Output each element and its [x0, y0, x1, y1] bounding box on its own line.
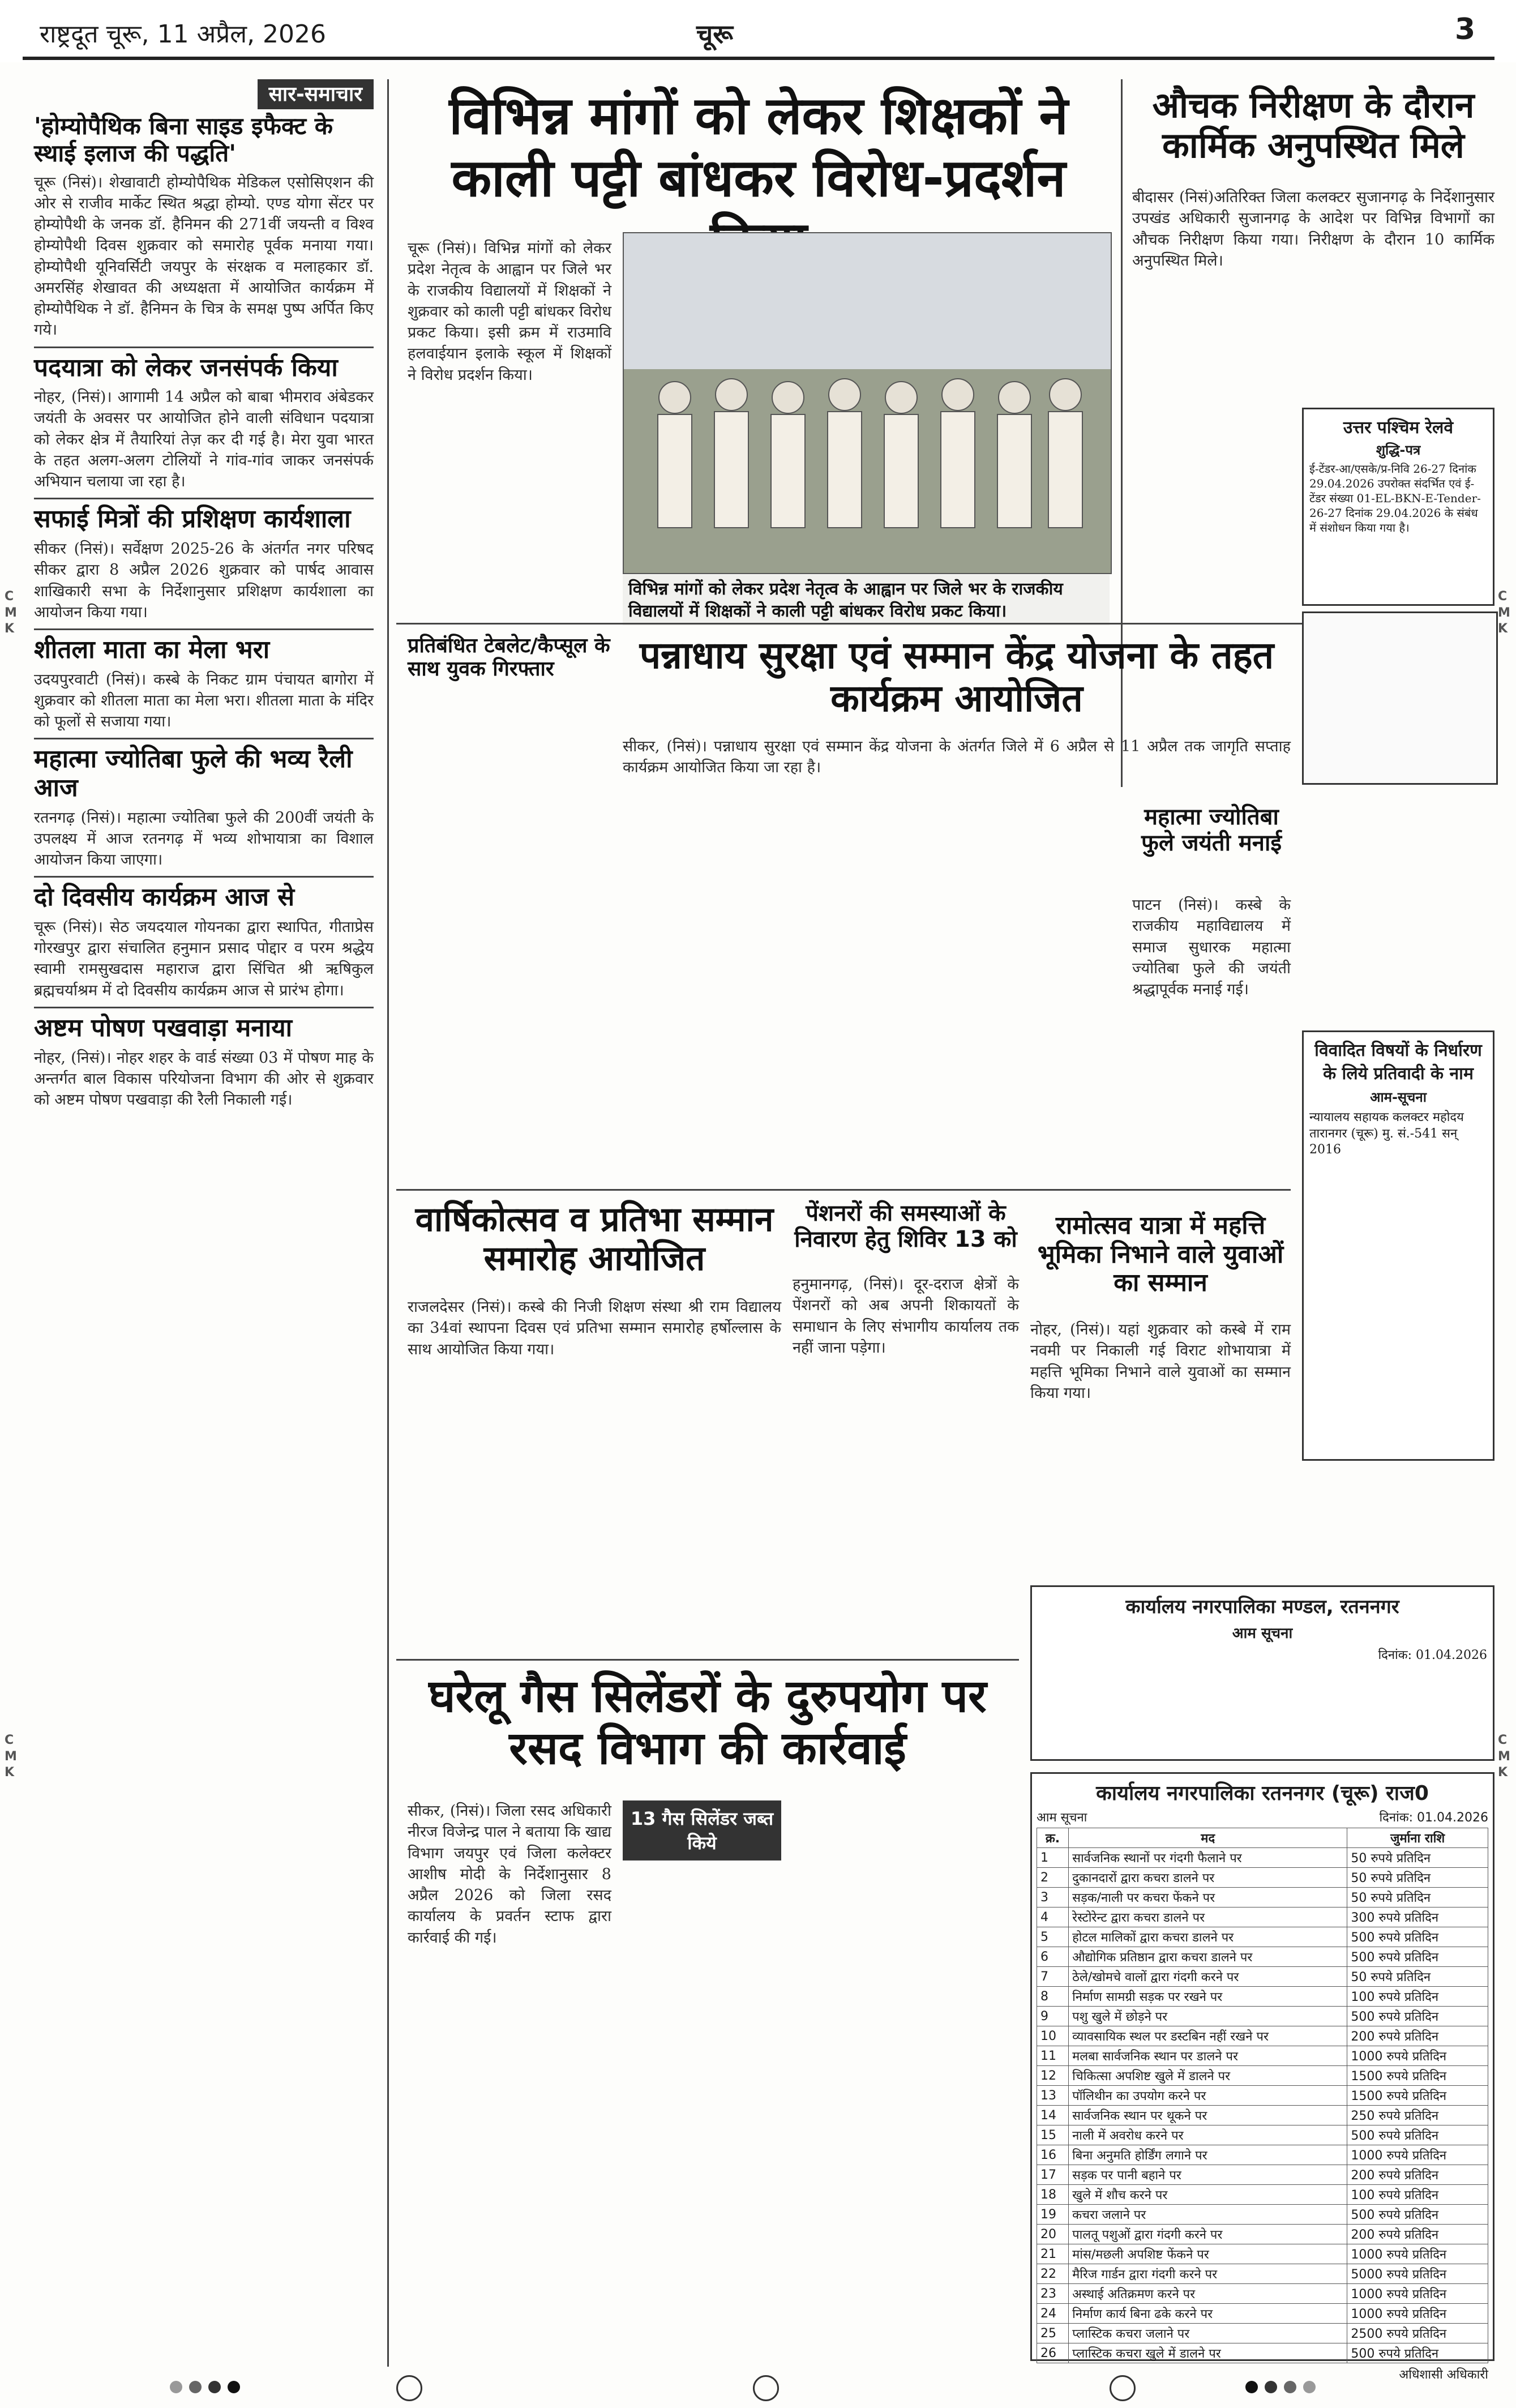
fee-office: कार्यालय नगरपालिका रतननगर (चूरू) राज0	[1096, 1782, 1429, 1805]
row-item: मांस/मछली अपशिष्ट फेंकने पर	[1069, 2244, 1347, 2264]
varshik-body: राजलदेसर (निसं)। कस्बे की निजी शिक्षण संस्था श्री राम विद्यालय का 34वां स्थापना दिवस एवं प्रतिभा सम्मान समारोह हर्षोल्लास के साथ आयोजित किया गया।	[408, 1298, 781, 1358]
fee-notice-title: आम सूचना	[1037, 1811, 1087, 1825]
row-item: प्लास्टिक कचरा खुले में डालने पर	[1069, 2343, 1347, 2363]
fee-table-row	[1037, 2185, 1488, 2205]
municipal-notice-title: आम सूचना	[1232, 1625, 1293, 1642]
fee-table-row	[1037, 1967, 1488, 1987]
fee-table-row	[1037, 2244, 1488, 2264]
story-headline: महात्मा ज्योतिबा फुले की भव्य रैली आज	[34, 745, 353, 802]
court-notice	[1302, 1030, 1494, 1461]
row-number: 2	[1037, 1868, 1069, 1888]
divider	[34, 347, 374, 348]
fee-table-row	[1037, 1848, 1488, 1868]
railway-title: उत्तर पश्चिम रेलवे	[1343, 418, 1454, 438]
row-number: 8	[1037, 1987, 1069, 2007]
row-fine: 1000 रुपये प्रतिदिन	[1347, 2244, 1488, 2264]
row-fine: 1000 रुपये प्रतिदिन	[1347, 2046, 1488, 2066]
municipal-office: कार्यालय नगरपालिका मण्डल, रतननगर	[1125, 1596, 1399, 1618]
row-fine: 1000 रुपये प्रतिदिन	[1347, 2304, 1488, 2324]
ad-box	[1302, 611, 1498, 785]
row-item: ठेले/खोमचे वालों द्वारा गंदगी करने पर	[1069, 1967, 1347, 1987]
row-item: व्यावसायिक स्थल पर डस्टबिन नहीं रखने पर	[1069, 2026, 1347, 2046]
municipal-date: दिनांक: 01.04.2026	[1378, 1648, 1487, 1662]
row-number: 6	[1037, 1947, 1069, 1967]
divider	[34, 738, 374, 739]
right-body: बीदासर (निसं)अतिरिक्त जिला कलक्टर सुजानगढ़ के निर्देशानुसार उपखंड अधिकारी सुजानगढ़ के आदेश पर विभिन्न विभागों का औचक निरीक्षण किया गया। निरीक्षण के दौरान 10 कार्मिक अनुपस्थित मिले।	[1132, 189, 1494, 270]
fee-signed: अधिशासी अधिकारी	[1399, 2368, 1488, 2382]
row-fine: 250 रुपये प्रतिदिन	[1347, 2106, 1488, 2125]
row-fine: 1000 रुपये प्रतिदिन	[1347, 2145, 1488, 2165]
fee-table	[1037, 1828, 1488, 2363]
fee-table-row	[1037, 2304, 1488, 2324]
row-number: 26	[1037, 2343, 1069, 2363]
row-fine: 500 रुपये प्रतिदिन	[1347, 2205, 1488, 2225]
court-sub: आम-सूचना	[1370, 1089, 1427, 1105]
row-number: 7	[1037, 1967, 1069, 1987]
row-item: दुकानदारों द्वारा कचरा डालने पर	[1069, 1868, 1347, 1888]
row-item: औद्योगिक प्रतिष्ठान द्वारा कचरा डालने पर	[1069, 1947, 1347, 1967]
cmyk-mark-left-bottom: C M K	[5, 1733, 17, 1780]
divider	[396, 1659, 1019, 1661]
row-fine: 1500 रुपये प्रतिदिन	[1347, 2086, 1488, 2106]
row-number: 21	[1037, 2244, 1069, 2264]
story-headline: शीतला माता का मेला भरा	[34, 635, 270, 665]
row-number: 17	[1037, 2165, 1069, 2185]
row-fine: 200 रुपये प्रतिदिन	[1347, 2026, 1488, 2046]
row-number: 14	[1037, 2106, 1069, 2125]
phule-headline: महात्मा ज्योतिबा फुले जयंती मनाई	[1141, 804, 1282, 856]
row-item: मलबा सार्वजनिक स्थान पर डालने पर	[1069, 2046, 1347, 2066]
divider	[34, 876, 374, 878]
cmyk-mark-left-top: C M K	[5, 589, 17, 636]
row-fine: 5000 रुपये प्रतिदिन	[1347, 2264, 1488, 2284]
row-item: सार्वजनिक स्थानों पर गंदगी फैलाने पर	[1069, 1848, 1347, 1868]
row-fine: 1500 रुपये प्रतिदिन	[1347, 2066, 1488, 2086]
gas-sidebox: 13 गैस सिलेंडर जब्त किये	[623, 1800, 781, 1860]
fee-table-row	[1037, 2324, 1488, 2343]
gas-headline: घरेलू गैस सिलेंडरों के दुरुपयोग पर रसद विभाग की कार्रवाई	[429, 1670, 987, 1774]
fee-table-row	[1037, 2225, 1488, 2244]
arrest-headline: प्रतिबंधित टेबलेट/कैप्सूल के साथ युवक गिरफ्तार	[408, 634, 610, 681]
pannadhay-headline: पन्नाधाय सुरक्षा एवं सम्मान केंद्र योजना के तहत कार्यक्रम आयोजित	[639, 634, 1274, 720]
fee-table-row	[1037, 2106, 1488, 2125]
story-body: उदयपुरवाटी (निसं)। कस्बे के निकट ग्राम पंचायत बागोरा में शुक्रवार को शीतला माता का मेला भरा। शीतला माता के मंदिर को फूलों से सजाया गया।	[34, 670, 374, 731]
lead-headline: विभिन्न मांगों को लेकर शिक्षकों ने काली पट्टी बांधकर विरोध-प्रदर्शन	[449, 85, 1068, 209]
story-body: सीकर (निसं)। सर्वेक्षण 2025-26 के अंतर्गत नगर परिषद सीकर द्वारा 8 अप्रैल 2026 शुक्रवार को पार्षद आवास शाखिकारी सभा के निर्देशानुसार प्रशिक्षण कार्यशाला का आयोजन किया गया।	[34, 540, 374, 621]
fee-date: दिनांक: 01.04.2026	[1379, 1811, 1488, 1825]
row-number: 18	[1037, 2185, 1069, 2205]
divider	[34, 628, 374, 630]
row-number: 20	[1037, 2225, 1069, 2244]
row-item: नाली में अवरोध करने पर	[1069, 2125, 1347, 2145]
varshik-headline: वार्षिकोत्सव व प्रतिभा सम्मान समारोह आयोजित	[415, 1200, 774, 1278]
row-number: 10	[1037, 2026, 1069, 2046]
page-number: 3	[1455, 12, 1476, 46]
row-fine: 50 रुपये प्रतिदिन	[1347, 1888, 1488, 1907]
row-number: 12	[1037, 2066, 1069, 2086]
col-item: मद	[1069, 1828, 1347, 1848]
gas-body: सीकर, (निसं)। जिला रसद अधिकारी नीरज विजेन्द्र पाल ने बताया कि खाद्य विभाग जयपुर एवं जिला कलेक्टर आशीष मोदी के निर्देशानुसार 8 अप्रैल 2026 को जिला रसद कार्यालय के प्रवर्तन स्टाफ द्वारा कार्रवाई की गई।	[408, 1802, 611, 1947]
fee-table-row	[1037, 2046, 1488, 2066]
fee-table-row	[1037, 2145, 1488, 2165]
row-number: 24	[1037, 2304, 1069, 2324]
fee-table-row	[1037, 2125, 1488, 2145]
ramotsav-headline: रामोत्सव यात्रा में महत्ति भूमिका निभाने वाले युवाओं का सम्मान	[1037, 1211, 1284, 1298]
fee-table-row	[1037, 1907, 1488, 1927]
divider	[34, 1007, 374, 1008]
row-item: रेस्टोरेन्ट द्वारा कचरा डालने पर	[1069, 1907, 1347, 1927]
court-headline: विवादित विषयों के निर्धारण के लिये प्रतिवादी के नाम	[1314, 1041, 1482, 1084]
row-fine: 2500 रुपये प्रतिदिन	[1347, 2324, 1488, 2343]
fee-table-row	[1037, 2007, 1488, 2026]
row-number: 16	[1037, 2145, 1069, 2165]
row-number: 22	[1037, 2264, 1069, 2284]
registration-mark	[1110, 2375, 1136, 2401]
cmyk-mark-right-top: C M K	[1498, 589, 1510, 636]
story-body: चूरू (निसं)। शेखावाटी होम्योपैथिक मेडिकल एसोसिएशन की ओर से राजीव मार्केट स्थित श्रद्धा होम्यो. एण्ड योगा सेंटर पर होम्योपैथी के जनक डॉ. हैनिमन की 271वीं जयन्ती व विश्व होम्योपैथी दिवस शुक्रवार को समारोह पूर्वक मनाया गया। होम्योपैथी यूनिवर्सिटी जयपुर के संरक्षक व मलाहकार डॉ. अमरसिंह शेखावत की अध्यक्षता में आयोजित कार्यक्रम में होम्योपैथिक ने डॉ. हैनिमन के चित्र के समक्ष पुष्प अर्पित किए गये।	[34, 173, 374, 339]
story-headline: दो दिवसीय कार्यक्रम आज से	[34, 883, 295, 912]
row-number: 3	[1037, 1888, 1069, 1907]
divider	[34, 498, 374, 499]
left-news-column	[34, 79, 374, 1114]
row-fine: 1000 रुपये प्रतिदिन	[1347, 2284, 1488, 2304]
row-fine: 500 रुपये प्रतिदिन	[1347, 1927, 1488, 1947]
row-item: मैरिज गार्डन द्वारा गंदगी करने पर	[1069, 2264, 1347, 2284]
story-headline: पदयात्रा को लेकर जनसंपर्क किया	[34, 353, 338, 382]
section-name: चूरू	[696, 19, 733, 49]
story-body: नोहर, (निसं)। नोहर शहर के वार्ड संख्या 03 में पोषण माह के अन्तर्गत बाल विकास परियोजना विभाग की ओर से शुक्रवार को अष्टम पोषण पखवाड़ा की रैली निकाली गई।	[34, 1049, 374, 1109]
row-item: निर्माण सामग्री सड़क पर रखने पर	[1069, 1987, 1347, 2007]
row-number: 11	[1037, 2046, 1069, 2066]
row-fine: 200 रुपये प्रतिदिन	[1347, 2165, 1488, 2185]
row-fine: 200 रुपये प्रतिदिन	[1347, 2225, 1488, 2244]
row-number: 1	[1037, 1848, 1069, 1868]
row-fine: 500 रुपये प्रतिदिन	[1347, 2343, 1488, 2363]
railway-text: ई-टेंडर-आ/एसके/प्र-निवि 26-27 दिनांक 29.04.2026 उपरोक्त संदर्भित एवं ई-टेंडर संख्या 01-EL-BKN-E-Tender-26-27 दिनांक 29.04.2026 के संबंध में संशोधन किया गया है।	[1309, 462, 1481, 534]
fee-table-row	[1037, 2026, 1488, 2046]
row-number: 9	[1037, 2007, 1069, 2026]
fee-table-row	[1037, 2343, 1488, 2363]
row-number: 25	[1037, 2324, 1069, 2343]
row-item: पशु खुले में छोड़ने पर	[1069, 2007, 1347, 2026]
fee-table-row	[1037, 2205, 1488, 2225]
row-item: होटल मालिकों द्वारा कचरा डालने पर	[1069, 1927, 1347, 1947]
row-item: बिना अनुमति होर्डिंग लगाने पर	[1069, 2145, 1347, 2165]
fee-table-row	[1037, 2066, 1488, 2086]
fee-table-row	[1037, 2264, 1488, 2284]
story-headline: 'होम्योपैथिक बिना साइड इफैक्ट के स्थाई इलाज की पद्धति'	[34, 112, 333, 168]
row-fine: 100 रुपये प्रतिदिन	[1347, 1987, 1488, 2007]
paper-dateline: राष्ट्रदूत चूरू, 11 अप्रैल, 2026	[40, 20, 327, 49]
row-fine: 500 रुपये प्रतिदिन	[1347, 1947, 1488, 1967]
row-item: पॉलिथीन का उपयोग करने पर	[1069, 2086, 1347, 2106]
right-headline: औचक निरीक्षण के दौरान कार्मिक अनुपस्थित मिले	[1152, 84, 1475, 166]
color-dots	[170, 2381, 240, 2393]
row-item: पालतू पशुओं द्वारा गंदगी करने पर	[1069, 2225, 1347, 2244]
photo-caption: विभिन्न मांगों को लेकर प्रदेश नेतृत्व के आह्वान पर जिले भर के राजकीय विद्यालयों में शिक्षकों ने काली पट्टी बांधकर विरोध प्रकट किया।	[623, 575, 1110, 626]
fee-table-row	[1037, 2284, 1488, 2304]
pannadhay-body: सीकर, (निसं)। पन्नाधाय सुरक्षा एवं सम्मान केंद्र योजना के अंतर्गत जिले में 6 अप्रैल से 11 अप्रैल तक जागृति सप्ताह कार्यक्रम आयोजित किया जा रहा है।	[623, 738, 1291, 777]
pension-body: हनुमानगढ़, (निसं)। दूर-दराज क्षेत्रों के पेंशनरों को अब अपनी शिकायतों के समाधान के लिए संभागीय कार्यालय तक नहीं जाना पड़ेगा।	[793, 1276, 1019, 1357]
fee-table-row	[1037, 2086, 1488, 2106]
row-item: खुले में शौच करने पर	[1069, 2185, 1347, 2205]
phule-body: पाटन (निसं)। कस्बे के राजकीय महाविद्यालय में समाज सुधारक महात्मा ज्योतिबा फुले की जयंती श्रद्धापूर्वक मनाई गई।	[1132, 896, 1291, 998]
story-body: रतनगढ़ (निसं)। महात्मा ज्योतिबा फुले की 200वीं जयंती के उपलक्ष्य में आज रतनगढ़ में भव्य शोभायात्रा का विशाल आयोजन किया जाएगा।	[34, 809, 374, 869]
story-headline: अष्टम पोषण पखवाड़ा मनाया	[34, 1013, 293, 1042]
fee-table-row	[1037, 1947, 1488, 1967]
row-fine: 50 रुपये प्रतिदिन	[1347, 1848, 1488, 1868]
story-body: नोहर, (निसं)। आगामी 14 अप्रैल को बाबा भीमराव अंबेडकर जयंती के अवसर पर आयोजित होने वाली संविधान पदयात्रा को लेकर क्षेत्र में तैयारियां तेज़ कर दी गई है। मेरा युवा भारत के तहत अलग-अलग टोलियों ने गांव-गांव जाकर जनसंपर्क अभियान चलाया जा रहा है।	[34, 388, 374, 491]
row-number: 23	[1037, 2284, 1069, 2304]
fee-table-row	[1037, 1868, 1488, 1888]
divider	[396, 1189, 1291, 1191]
col-fine: जुर्माना राशि	[1347, 1828, 1488, 1848]
row-item: चिकित्सा अपशिष्ट खुले में डालने पर	[1069, 2066, 1347, 2086]
row-fine: 100 रुपये प्रतिदिन	[1347, 2185, 1488, 2205]
story-headline: सफाई मित्रों की प्रशिक्षण कार्यशाला	[34, 504, 351, 534]
section-label: सार-समाचार	[258, 79, 374, 109]
row-item: कचरा जलाने पर	[1069, 2205, 1347, 2225]
color-dots	[1245, 2381, 1316, 2393]
row-item: सार्वजनिक स्थान पर थूकने पर	[1069, 2106, 1347, 2125]
row-number: 13	[1037, 2086, 1069, 2106]
municipal-notice	[1030, 1585, 1494, 1761]
row-fine: 500 रुपये प्रतिदिन	[1347, 2125, 1488, 2145]
col-number: क्र.	[1037, 1828, 1069, 1848]
row-item: सड़क/नाली पर कचरा फेंकने पर	[1069, 1888, 1347, 1907]
fee-table-row	[1037, 1927, 1488, 1947]
fee-table-row	[1037, 1888, 1488, 1907]
registration-mark	[753, 2375, 779, 2401]
railway-subtitle: शुद्धि-पत्र	[1376, 442, 1421, 458]
lead-body: चूरू (निसं)। विभिन्न मांगों को लेकर प्रदेश नेतृत्व के आह्वान पर जिले भर के राजकीय विद्यालयों में शिक्षकों ने शुक्रवार को काली पट्टी बांधकर विरोध प्रकट किया। इसी क्रम में राउमावि हलवाईयान इलाके स्कूल में शिक्षकों ने विरोध प्रदर्शन किया।	[408, 239, 611, 384]
story-body: चूरू (निसं)। सेठ जयदयाल गोयनका द्वारा स्थापित, गीताप्रेस गोरखपुर द्वारा संचालित हनुमान प्रसाद पोद्दार व परम श्रद्धेय स्वामी रामसुखदास महाराज द्वारा सिंचित श्री ऋषिकुल ब्रह्मचर्याश्रम में दो दिवसीय कार्यक्रम आज से प्रारंभ होगा।	[34, 918, 374, 999]
divider	[396, 623, 1302, 625]
court-body: न्यायालय सहायक कलक्टर महोदय तारानगर (चूरू) मु. सं.-541 सन् 2016	[1309, 1110, 1464, 1157]
row-item: निर्माण कार्य बिना ढके करने पर	[1069, 2304, 1347, 2324]
row-fine: 50 रुपये प्रतिदिन	[1347, 1868, 1488, 1888]
ramotsav-body: नोहर, (निसं)। यहां शुक्रवार को कस्बे में राम नवमी पर निकाली गई विराट शोभायात्रा में महत्ति भूमिका निभाने वाले युवाओं का सम्मान किया गया।	[1030, 1321, 1291, 1402]
fee-table-header	[1037, 1828, 1488, 1848]
row-number: 15	[1037, 2125, 1069, 2145]
row-item: प्लास्टिक कचरा जलाने पर	[1069, 2324, 1347, 2343]
teachers-protest-photo	[623, 232, 1112, 574]
row-fine: 300 रुपये प्रतिदिन	[1347, 1907, 1488, 1927]
row-number: 19	[1037, 2205, 1069, 2225]
row-item: अस्थाई अतिक्रमण करने पर	[1069, 2284, 1347, 2304]
row-number: 4	[1037, 1907, 1069, 1927]
railway-notice	[1302, 408, 1494, 606]
registration-mark	[396, 2375, 422, 2401]
fee-table-row	[1037, 1987, 1488, 2007]
fee-table-row	[1037, 2165, 1488, 2185]
row-item: सड़क पर पानी बहाने पर	[1069, 2165, 1347, 2185]
row-fine: 50 रुपये प्रतिदिन	[1347, 1967, 1488, 1987]
pension-headline: पेंशनरों की समस्याओं के निवारण हेतु शिविर 13 को	[794, 1200, 1017, 1252]
fee-table-notice	[1030, 1772, 1494, 2382]
header-rule	[23, 57, 1494, 60]
row-number: 5	[1037, 1927, 1069, 1947]
column-rule	[387, 79, 389, 2367]
row-fine: 500 रुपये प्रतिदिन	[1347, 2007, 1488, 2026]
cmyk-mark-right-bottom: C M K	[1498, 1733, 1510, 1780]
